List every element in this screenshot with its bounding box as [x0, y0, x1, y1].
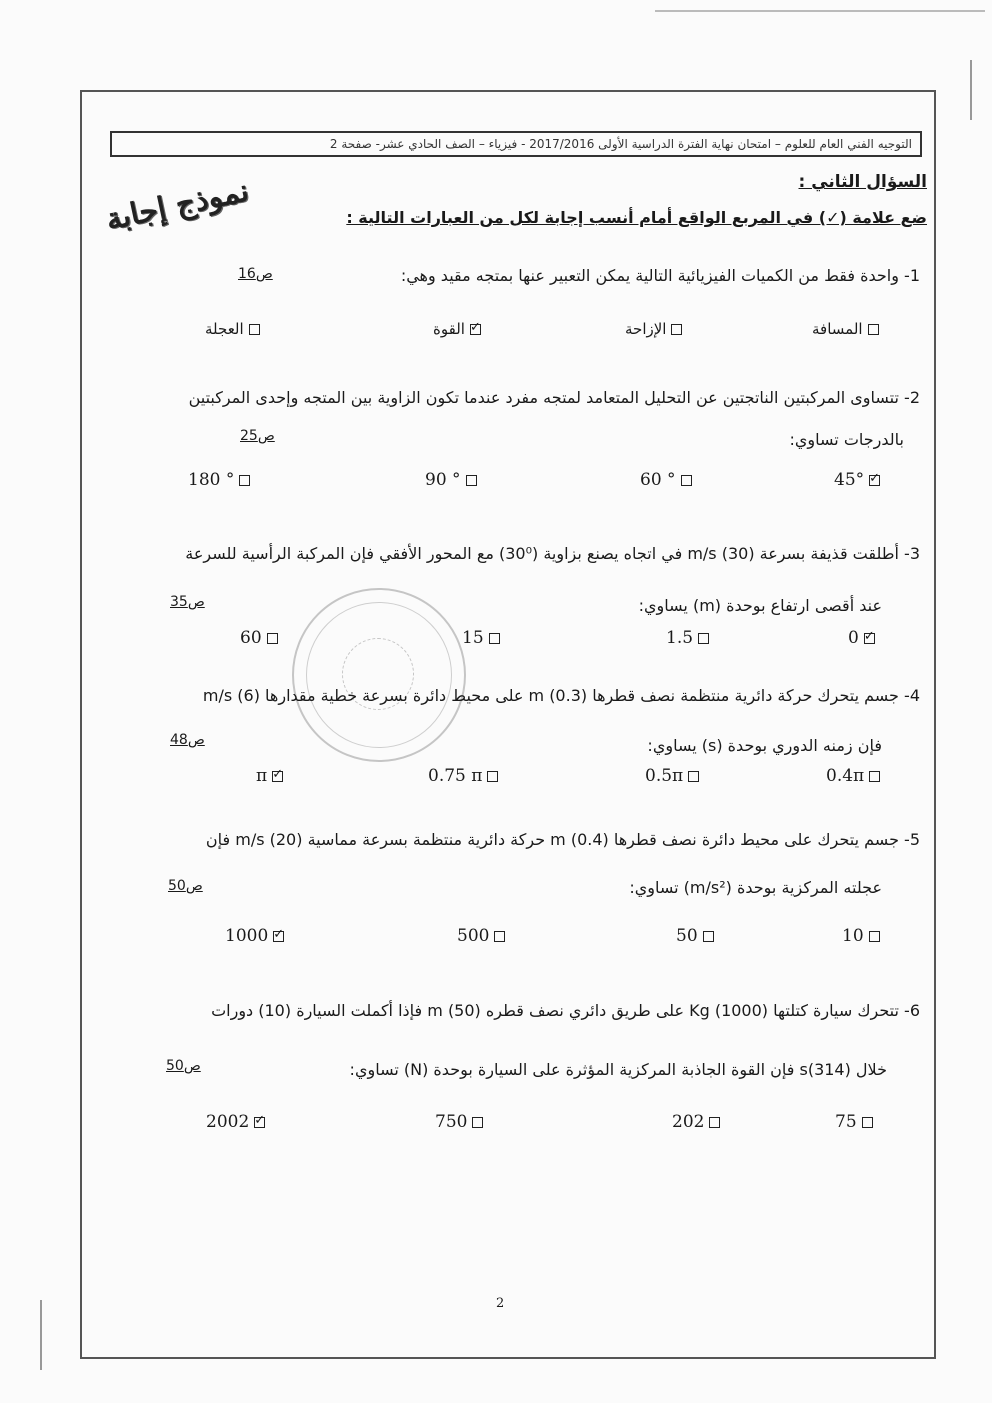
- question-2-text: 2- تتساوى المركبتين الناتجتين عن التحليل المتعامد لمتجه مفرد عندما تكون الزاوية بين المتجه وإحدى المركبتين: [188, 388, 920, 407]
- page-ref: ص50: [168, 878, 203, 894]
- page-ref: ص50: [166, 1058, 201, 1074]
- option-label: π: [256, 766, 268, 786]
- checkbox[interactable]: [671, 324, 682, 335]
- question-6-text-cont: خلال s(314) فإن القوة الجاذبة المركزية المؤثرة على السيارة بوحدة (N) تساوي:: [349, 1060, 887, 1079]
- question-4-text-cont: فإن زمنه الدوري بوحدة (s) يساوي:: [647, 736, 882, 755]
- option-label: 0: [848, 628, 859, 648]
- checkbox[interactable]: [249, 324, 260, 335]
- option[interactable]: [240, 628, 278, 648]
- scan-artifact: [40, 1300, 42, 1370]
- checkbox-checked[interactable]: [254, 1117, 265, 1128]
- option[interactable]: [842, 926, 880, 946]
- instruction-text: ضع علامة (✓) في المربع الواقع أمام أنسب إجابة لكل من العبارات التالية :: [346, 208, 927, 227]
- checkbox[interactable]: [494, 931, 505, 942]
- option-label: العجلة: [205, 320, 244, 338]
- checkbox[interactable]: [688, 771, 699, 782]
- checkbox-checked[interactable]: [470, 324, 481, 335]
- option-label: 15: [462, 628, 484, 648]
- option[interactable]: [205, 320, 260, 338]
- option[interactable]: [206, 1112, 265, 1132]
- checkbox-checked[interactable]: [272, 771, 283, 782]
- option-label: المسافة: [812, 320, 863, 338]
- question-title: السؤال الثاني :: [798, 172, 927, 192]
- page-number: 2: [496, 1296, 505, 1311]
- option-label: 202: [672, 1112, 705, 1132]
- scan-artifact: [655, 10, 985, 12]
- page-ref: ص25: [240, 428, 275, 444]
- page-ref: ص16: [238, 266, 273, 282]
- question-1-text: 1- واحدة فقط من الكميات الفيزيائية التالية يمكن التعبير عنها بمتجه مقيد وهي:: [400, 266, 920, 285]
- option[interactable]: [676, 926, 714, 946]
- exam-header: التوجيه الفني العام للعلوم – امتحان نهاية الفترة الدراسية الأولى 2017/2016 - فيزياء – الصف الحادي عشر- صفحة 2: [110, 131, 922, 157]
- page-ref: ص35: [170, 594, 205, 610]
- option-label: القوة: [433, 320, 465, 338]
- checkbox[interactable]: [869, 931, 880, 942]
- option[interactable]: [188, 470, 250, 490]
- question-6-text: 6- تتحرك سيارة كتلتها Kg (1000) على طريق دائري نصف قطره m (50) فإذا أكملت السيارة (10) دورات: [211, 1001, 920, 1020]
- option[interactable]: [672, 1112, 720, 1132]
- option-label: 60 °: [640, 470, 676, 490]
- question-3-text: 3- أطلقت قذيفة بسرعة m/s (30) في اتجاه يصنع بزاوية (30⁰) مع المحور الأفقي فإن المركبة الرأسية للسرعة: [185, 544, 920, 563]
- page-ref: ص48: [170, 732, 205, 748]
- option-label: 0.5π: [645, 766, 684, 786]
- option[interactable]: [625, 320, 682, 338]
- question-5-text: 5- جسم يتحرك على محيط دائرة نصف قطرها m (0.4) حركة دائرية منتظمة بسرعة مماسية m/s (20) فإن: [205, 830, 920, 849]
- option[interactable]: [462, 628, 500, 648]
- option-label: 75: [835, 1112, 857, 1132]
- option[interactable]: [457, 926, 505, 946]
- question-2-text-cont: بالدرجات تساوي:: [789, 430, 904, 449]
- option-label: 0.4π: [826, 766, 865, 786]
- question-4-text: 4- جسم يتحرك حركة دائرية منتظمة نصف قطرها m (0.3) على محيط دائرة بسرعة خطية مقدارها m/s (6): [202, 686, 920, 705]
- option-label: 90 °: [425, 470, 461, 490]
- option[interactable]: [433, 320, 481, 338]
- option[interactable]: [848, 628, 875, 648]
- option-label: 180 °: [188, 470, 235, 490]
- option-label: 2002: [206, 1112, 250, 1132]
- checkbox[interactable]: [239, 475, 250, 486]
- checkbox-checked[interactable]: [864, 633, 875, 644]
- option[interactable]: [834, 470, 880, 490]
- option-label: 45°: [834, 470, 865, 490]
- option[interactable]: [225, 926, 284, 946]
- checkbox-checked[interactable]: [869, 475, 880, 486]
- question-5-text-cont: عجلته المركزية بوحدة (m/s²) تساوي:: [629, 878, 882, 897]
- option-label: 0.75 π: [428, 766, 483, 786]
- option-label: 1000: [225, 926, 269, 946]
- option-label: 60: [240, 628, 262, 648]
- scan-artifact: [970, 60, 972, 120]
- answer-key-stamp: نموذج إجابة: [102, 173, 252, 238]
- option-label: الإزاحة: [625, 320, 667, 338]
- option-label: 750: [435, 1112, 468, 1132]
- option-label: 10: [842, 926, 864, 946]
- option[interactable]: [645, 766, 699, 786]
- option-label: 50: [676, 926, 698, 946]
- option-label: 1.5: [666, 628, 694, 648]
- option[interactable]: [812, 320, 879, 338]
- option[interactable]: [425, 470, 477, 490]
- checkbox[interactable]: [681, 475, 692, 486]
- option-label: 500: [457, 926, 490, 946]
- checkbox[interactable]: [487, 771, 498, 782]
- checkbox[interactable]: [698, 633, 709, 644]
- checkbox[interactable]: [869, 771, 880, 782]
- checkbox[interactable]: [267, 633, 278, 644]
- option[interactable]: [835, 1112, 873, 1132]
- option[interactable]: [666, 628, 709, 648]
- checkbox[interactable]: [466, 475, 477, 486]
- official-seal: [292, 588, 466, 762]
- question-3-text-cont: عند أقصى ارتفاع بوحدة (m) يساوي:: [638, 596, 882, 615]
- option[interactable]: [428, 766, 498, 786]
- checkbox[interactable]: [862, 1117, 873, 1128]
- checkbox[interactable]: [703, 931, 714, 942]
- option[interactable]: [256, 766, 283, 786]
- checkbox[interactable]: [709, 1117, 720, 1128]
- checkbox[interactable]: [868, 324, 879, 335]
- checkbox[interactable]: [472, 1117, 483, 1128]
- option[interactable]: [640, 470, 692, 490]
- checkbox[interactable]: [489, 633, 500, 644]
- checkbox-checked[interactable]: [273, 931, 284, 942]
- instruction: [346, 208, 927, 227]
- option[interactable]: [435, 1112, 483, 1132]
- option[interactable]: [826, 766, 880, 786]
